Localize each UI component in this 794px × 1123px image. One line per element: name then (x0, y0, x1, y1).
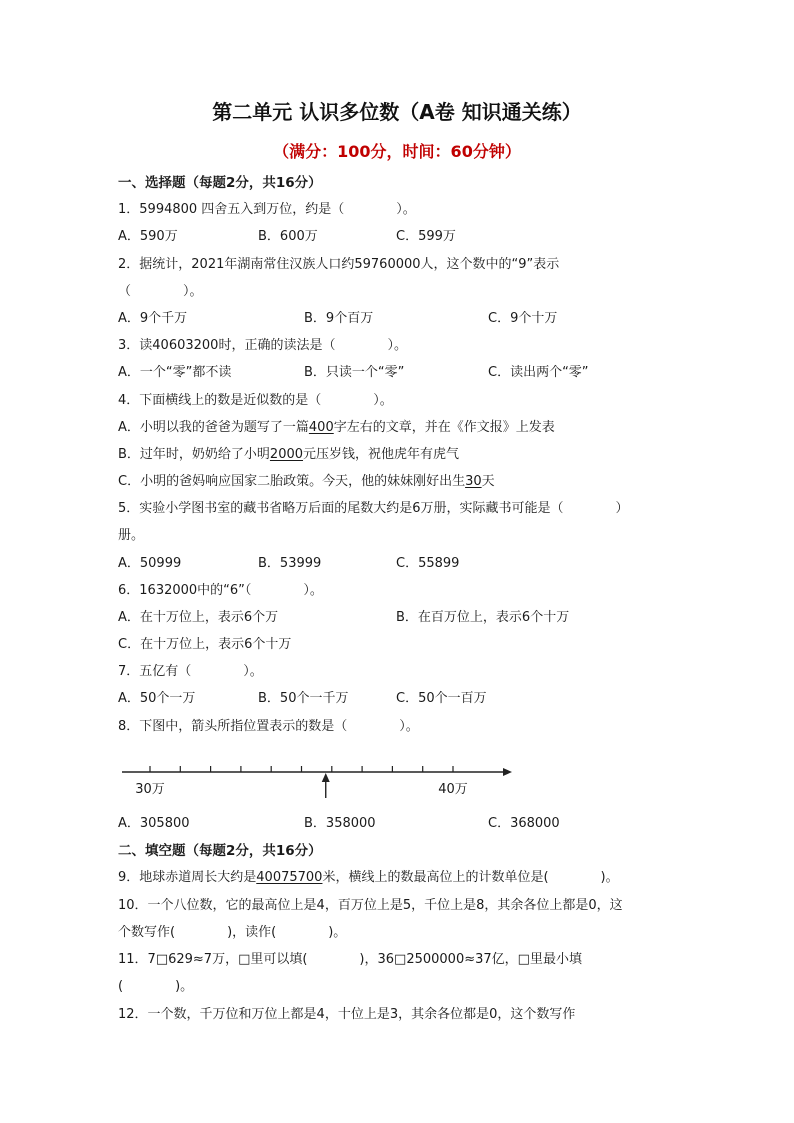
number-line-figure (118, 752, 518, 812)
section-heading-fill: 二、填空题（每题2分，共16分） (118, 843, 322, 859)
q1-option-b: B．600万 (258, 229, 318, 244)
q4-option-b-number: 2000 (269, 447, 304, 462)
question-9 (118, 869, 619, 887)
q4-option-c-suffix: 天 (481, 474, 495, 489)
q3-option-c: C．读出两个“零” (488, 365, 589, 380)
question-8: 8．下图中，箭头所指位置表示的数是（ ）。 (118, 719, 419, 734)
q2-option-c: C．9个十万 (488, 311, 558, 326)
question-11-line-2: ( )。 (118, 979, 194, 994)
q6-option-c: C．在十万位上，表示6个十万 (118, 637, 292, 652)
question-10-line-2: 个数写作( )，读作( )。 (118, 925, 347, 940)
q5-option-a: A．50999 (118, 556, 182, 571)
q6-option-a: A．在十万位上，表示6个万 (118, 610, 279, 625)
q4-option-c-prefix: C．小明的爸妈响应国家二胎政策。今天，他的妹妹刚好出生 (118, 474, 466, 489)
number-line-svg (118, 752, 518, 812)
question-11-line-1: 11．7□629≈7万，□里可以填( )，36□2500000≈37亿，□里最小填 (118, 952, 582, 967)
number-line-arrowhead (503, 768, 512, 776)
q6-option-b: B．在百万位上，表示6个十万 (396, 610, 570, 625)
q4-option-b-prefix: B．过年时，奶奶给了小明 (118, 447, 270, 462)
q8-option-b: B．358000 (304, 816, 376, 831)
q4-option-a-suffix: 字左右的文章，并在《作文报》上发表 (333, 420, 555, 435)
question-5-line-2: 册。 (118, 528, 145, 543)
q7-option-b: B．50个一千万 (258, 691, 349, 706)
question-7: 7．五亿有（ ）。 (118, 664, 263, 679)
page-title: 第二单元 认识多位数（A卷 知识通关练） (212, 100, 582, 124)
question-5-line-1: 5．实验小学图书室的藏书省略万后面的尾数大约是6万册，实际藏书可能是（ ） (118, 501, 629, 516)
q1-option-c: C．599万 (396, 229, 456, 244)
q4-option-c (118, 473, 495, 491)
q9-number: 40075700 (256, 870, 323, 885)
q9-suffix: 米，横线上的数最高位上的计数单位是( )。 (322, 870, 619, 885)
q7-option-a: A．50个一万 (118, 691, 196, 706)
number-line-start-label: 30万 (135, 782, 165, 797)
question-10-line-1: 10．一个八位数，它的最高位上是4，百万位上是5，千位上是8，其余各位上都是0，这 (118, 898, 623, 913)
q5-option-c: C．55899 (396, 556, 460, 571)
pointer-arrow-head (322, 773, 330, 782)
q3-option-a: A．一个“零”都不读 (118, 365, 232, 380)
question-6: 6．1632000中的“6”（ ）。 (118, 583, 323, 598)
q5-option-b: B．53999 (258, 556, 322, 571)
q9-prefix: 9．地球赤道周长大约是 (118, 870, 257, 885)
q4-option-c-number: 30 (465, 474, 482, 489)
q3-option-b: B．只读一个“零” (304, 365, 405, 380)
question-3: 3．读40603200时，正确的读法是（ ）。 (118, 338, 407, 353)
page-subtitle: （满分：100分，时间：60分钟） (273, 142, 521, 161)
question-2-line-1: 2．据统计，2021年湖南常住汉族人口约59760000人，这个数中的“9”表示 (118, 257, 560, 272)
q8-option-c: C．368000 (488, 816, 560, 831)
question-1: 1．5994800 四舍五入到万位，约是（ ）。 (118, 202, 416, 217)
question-12-line-1: 12．一个数，千万位和万位上都是4，十位上是3，其余各位都是0，这个数写作 (118, 1007, 576, 1022)
question-2-line-2: （ ）。 (118, 284, 203, 299)
q4-option-a-number: 400 (308, 420, 334, 435)
q4-option-a-prefix: A．小明以我的爸爸为题写了一篇 (118, 420, 309, 435)
q7-option-c: C．50个一百万 (396, 691, 487, 706)
q4-option-b-suffix: 元压岁钱，祝他虎年有虎气 (303, 447, 460, 462)
question-4: 4．下面横线上的数是近似数的是（ ）。 (118, 393, 393, 408)
q4-option-a (118, 419, 555, 437)
number-line-end-label: 40万 (438, 782, 468, 797)
q4-option-b (118, 446, 459, 464)
q8-option-a: A．305800 (118, 816, 190, 831)
q1-option-a: A．590万 (118, 229, 178, 244)
section-heading-choice: 一、选择题（每题2分，共16分） (118, 175, 322, 191)
q2-option-a: A．9个千万 (118, 311, 188, 326)
q2-option-b: B．9个百万 (304, 311, 374, 326)
